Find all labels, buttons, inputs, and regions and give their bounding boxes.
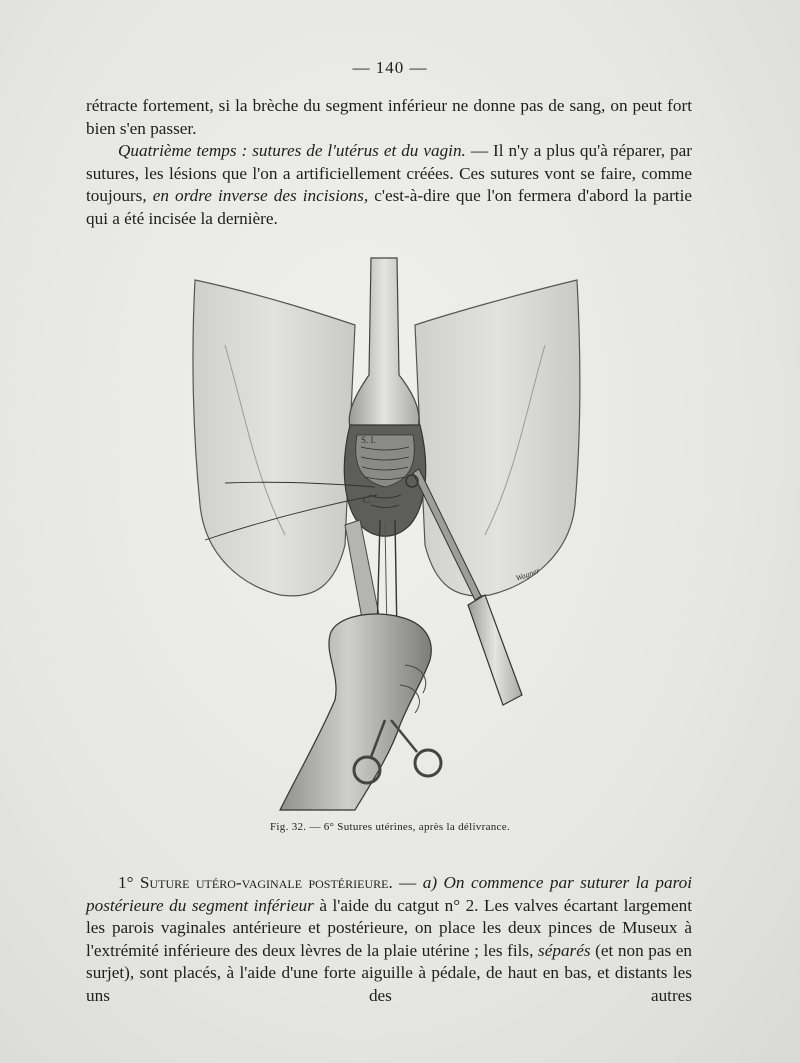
figure-caption: Fig. 32. — 6° Sutures utérines, après la délivrance.: [270, 821, 510, 833]
paragraph-continued: [86, 95, 692, 140]
section-heading: Quatrième temps : sutures de l'utérus et du vagin.: [118, 141, 466, 160]
artist-signature: Wagner: [514, 566, 541, 583]
paragraph-text: — Il n'y a plus qu'à réparer, par sutures, les lésions que l'on a artificiellement créées. Ces sutures vont se faire, comme toujours,: [86, 141, 692, 206]
paragraph-fourth-step: [86, 140, 692, 230]
gloved-hand: [280, 614, 431, 810]
paragraph-text: à l'aide du catgut n° 2. Les valves écartant largement les parois vaginales antérieure et postérieure, on place les deux pinces de Museux à l'extrémité inférieure des deux lèvres de la plaie utérine ; les fils,: [86, 895, 692, 960]
page-number: — 140 —: [352, 58, 428, 77]
paragraph-suture-section: [86, 872, 692, 1008]
forceps-ring-right: [415, 750, 441, 776]
emphasis-text: séparés: [538, 940, 591, 960]
anterior-valve: [349, 258, 419, 430]
needle-holder-handle: [468, 595, 522, 705]
drape-right: [415, 280, 580, 596]
paragraph-text: c'est-à-dire que l'on fermera d'abord la partie qui a été incisée la dernière.: [86, 186, 692, 228]
paragraph-text: rétracte fortement, si la brèche du segment inférieur ne donne pas de sang, on peut fort bien s'en passer.: [86, 96, 692, 138]
emphasis-text: en ordre inverse des incisions,: [152, 186, 369, 206]
lead-text: a) On commence par suturer la paroi postérieure du segment inférieur: [86, 873, 693, 915]
drape-left: [193, 280, 355, 596]
dash: —: [392, 873, 423, 892]
surgical-illustration: [185, 255, 585, 815]
section-number: 1°: [118, 873, 140, 892]
label-c: C.: [363, 495, 372, 505]
label-s-i: S. I.: [361, 435, 376, 445]
paragraph-text: (et non pas en surjet), sont placés, à l'aide d'une forte aiguille à pédale, de haut en bas, et distants les uns des autres: [86, 940, 692, 1005]
section-heading: Suture utéro-vaginale postérieure.: [139, 873, 393, 892]
